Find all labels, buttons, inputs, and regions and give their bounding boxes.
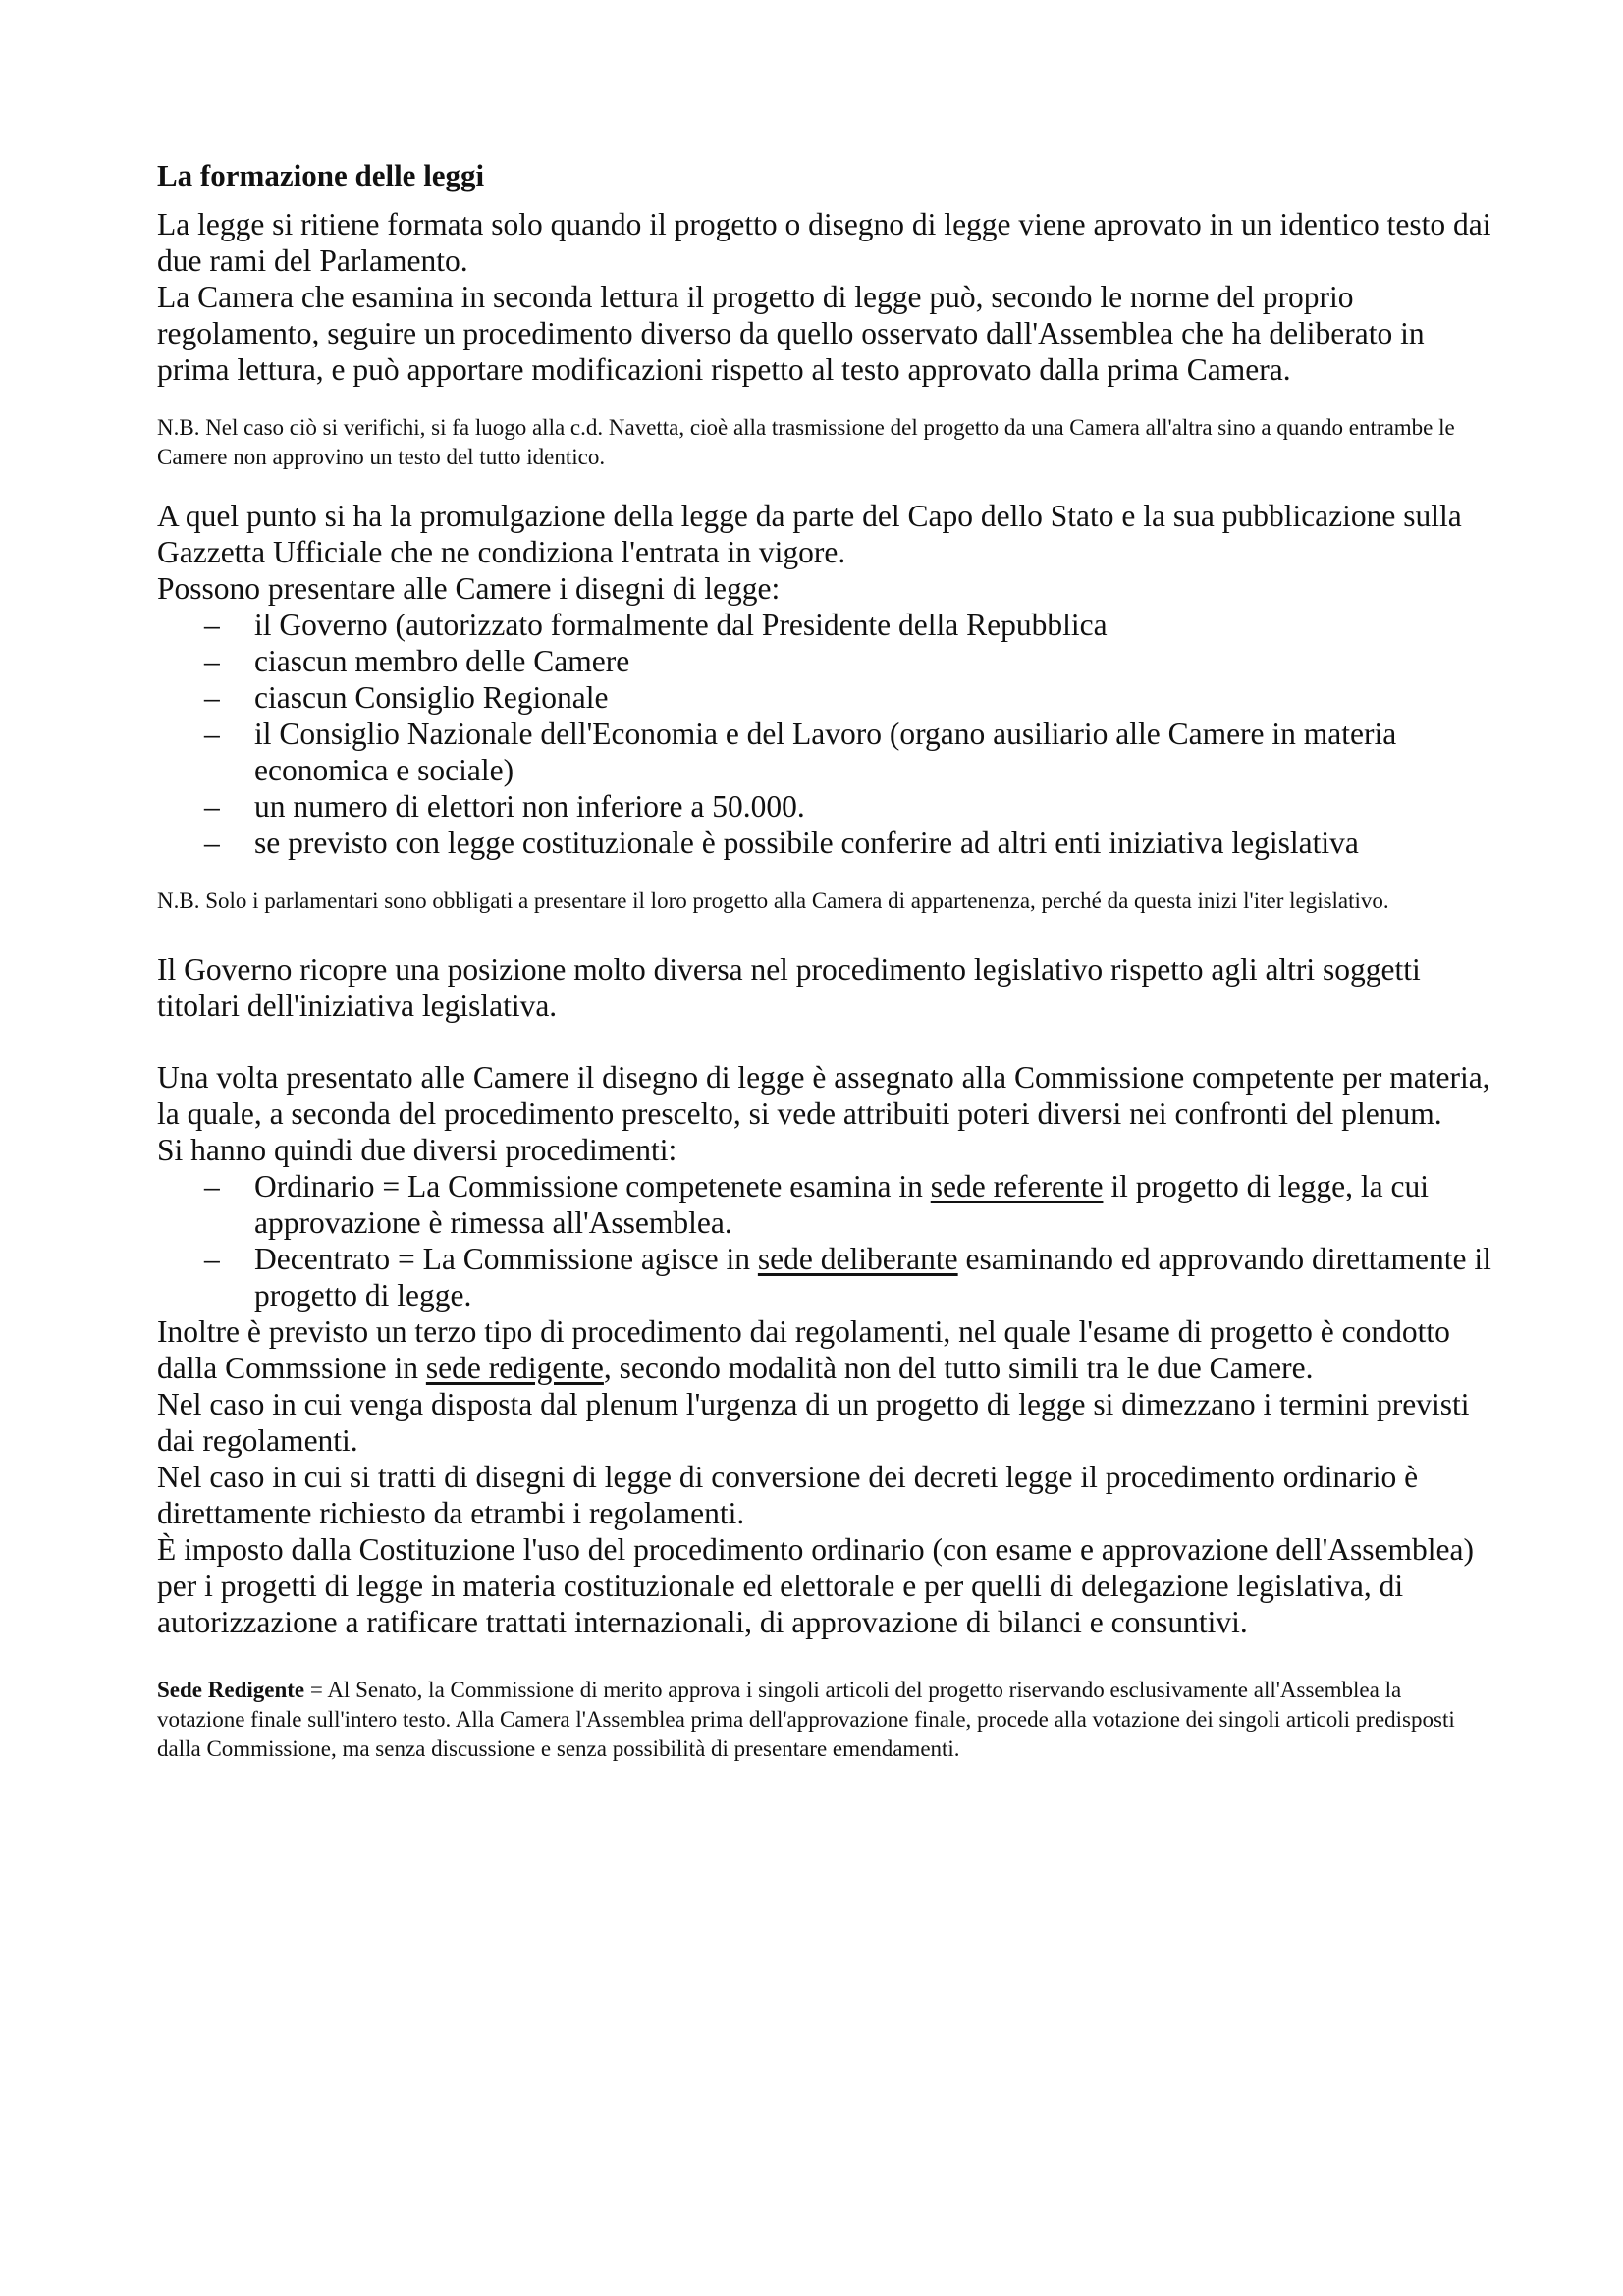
list-item — [157, 788, 1492, 825]
list-item-text: il Governo (autorizzato formalmente dal Presidente della Repubblica — [254, 608, 1108, 642]
intro-paragraph-2: La Camera che esamina in seconda lettura il progetto di legge può, secondo le norme del proprio regolamento, seguire un procedimento diverso da quello osservato dall'Assemblea che ha deliberato in prima lettura, e può apportare modificazioni rispetto al testo approvato dalla prima Camera. — [157, 280, 1425, 387]
list-item-decentrato — [157, 1241, 1492, 1313]
third-text-after: , secondo modalità non del tutto simili tra le due Camere. — [603, 1351, 1314, 1385]
note-parlamentari: N.B. Solo i parlamentari sono obbligati a presentare il loro progetto alla Camera di appartenenza, perché da questa inizi l'iter legislativo. — [157, 888, 1389, 913]
assignment-paragraph: Una volta presentato alle Camere il disegno di legge è assegnato alla Commissione competente per materia, la quale, a seconda del procedimento prescelto, si vede attribuiti poteri diversi nei confronti del plenum. — [157, 1060, 1490, 1131]
document-body — [157, 157, 1492, 1764]
list-item-text: ciascun membro delle Camere — [254, 644, 630, 678]
conversion-paragraph: Nel caso in cui si tratti di disegni di legge di conversione dei decreti legge il procedimento ordinario è direttamente richiesto da etrambi i regolamenti. — [157, 1460, 1419, 1530]
list-item — [157, 643, 1492, 679]
term-sede-deliberante: sede deliberante — [757, 1242, 958, 1276]
term-sede-redigente: sede redigente — [425, 1351, 604, 1385]
constitution-paragraph: È imposto dalla Costituzione l'uso del procedimento ordinario (con esame e approvazione dell'Assemblea) per i progetti di legge in materia costituzionale ed elettorale e per quelli di delegazione legislativa, di autorizzazione a ratificare trattati internazionali, di approvazione di bilanci e consuntivi. — [157, 1532, 1474, 1639]
list-item — [157, 825, 1492, 861]
list-item-text: se previsto con legge costituzionale è possibile conferire ad altri enti iniziativa legislativa — [254, 826, 1359, 860]
list-item — [157, 716, 1492, 788]
list-item-text: il Consiglio Nazionale dell'Economia e del Lavoro (organo ausiliario alle Camere in materia economica e sociale) — [254, 717, 1397, 787]
promulgation-paragraph: A quel punto si ha la promulgazione della legge da parte del Capo dello Stato e la sua pubblicazione sulla Gazzetta Ufficiale che ne condiziona l'entrata in vigore. — [157, 499, 1462, 569]
list-item-ordinario — [157, 1168, 1492, 1241]
list-item-text: ciascun Consiglio Regionale — [254, 680, 609, 715]
dash-bullet: – — [204, 789, 220, 824]
dash-bullet: – — [204, 680, 220, 715]
dash-bullet: – — [204, 717, 220, 751]
ordinario-text-before: Ordinario = La Commissione competenete esamina in — [254, 1169, 931, 1203]
dash-bullet: – — [204, 1242, 220, 1276]
term-sede-referente: sede referente — [930, 1169, 1104, 1203]
governo-paragraph: Il Governo ricopre una posizione molto diversa nel procedimento legislativo rispetto agli altri soggetti titolari dell'iniziativa legislativa. — [157, 952, 1421, 1023]
page-title: La formazione delle leggi — [157, 158, 485, 192]
presenters-intro: Possono presentare alle Camere i disegni di legge: — [157, 571, 781, 606]
third-procedure-paragraph — [157, 1313, 1492, 1386]
procedures-intro: Si hanno quindi due diversi procedimenti: — [157, 1133, 677, 1167]
decentrato-text-after: esaminando ed approvando direttamente il progetto di legge. — [254, 1242, 1491, 1312]
dash-bullet: – — [204, 826, 220, 860]
dash-bullet: – — [204, 644, 220, 678]
list-item — [157, 607, 1492, 643]
procedures-list — [157, 1168, 1492, 1313]
presenters-list — [157, 607, 1492, 861]
dash-bullet: – — [204, 608, 220, 642]
list-item — [157, 679, 1492, 716]
intro-paragraph-1: La legge si ritiene formata solo quando il progetto o disegno di legge viene aprovato in un identico testo dai due rami del Parlamento. — [157, 207, 1491, 278]
dash-bullet: – — [204, 1169, 220, 1203]
third-text-before: Inoltre è previsto un terzo tipo di procedimento dai regolamenti, nel quale l'esame di progetto è condotto dalla Commssione in — [157, 1314, 1450, 1385]
note-sede-redigente — [157, 1676, 1492, 1764]
decentrato-text-before: Decentrato = La Commissione agisce in — [254, 1242, 758, 1276]
note-navetta: N.B. Nel caso ciò si verifichi, si fa luogo alla c.d. Navetta, cioè alla trasmissione del progetto da una Camera all'altra sino a quando entrambe le Camere non approvino un testo del tutto identico. — [157, 415, 1455, 469]
list-item-text: un numero di elettori non inferiore a 50.000. — [254, 789, 805, 824]
note-label: Sede Redigente — [157, 1678, 305, 1702]
ordinario-text-after: il progetto di legge, la cui approvazione è rimessa all'Assemblea. — [254, 1169, 1430, 1240]
urgency-paragraph: Nel caso in cui venga disposta dal plenum l'urgenza di un progetto di legge si dimezzano i termini previsti dai regolamenti. — [157, 1387, 1470, 1458]
note-text: = Al Senato, la Commissione di merito approva i singoli articoli del progetto riservando esclusivamente all'Assemblea la votazione finale sull'intero testo. Alla Camera l'Assemblea prima dell'approvazione finale, procede alla votazione dei singoli articoli predisposti dalla Commissione, ma senza discussione e senza possibilità di presentare emendamenti. — [157, 1678, 1455, 1761]
